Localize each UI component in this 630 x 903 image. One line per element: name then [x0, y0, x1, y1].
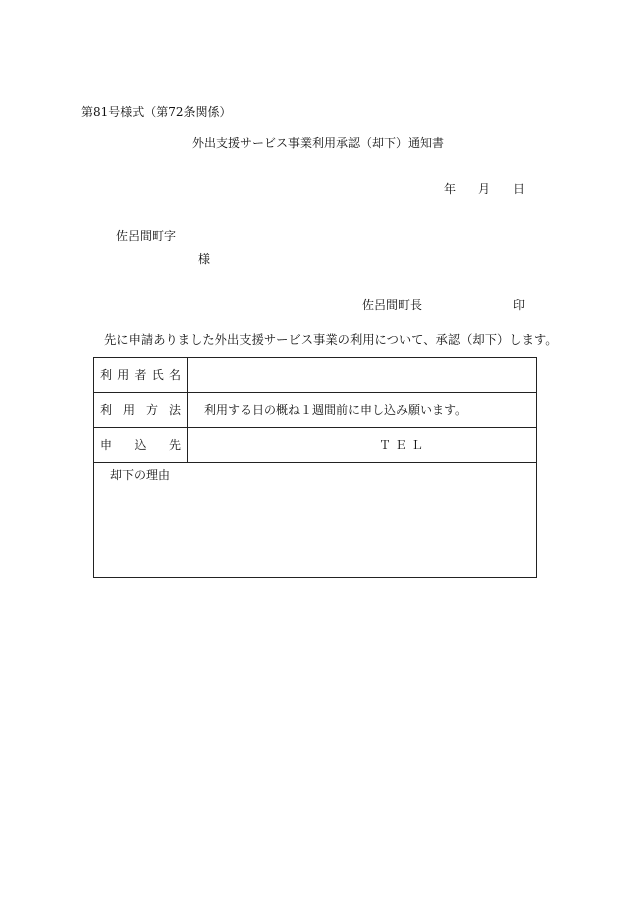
addressee: 佐呂間町字 [116, 229, 177, 243]
tel-label: ＴＥＬ [379, 438, 428, 452]
form-number: 第81号様式（第72条関係） [81, 105, 232, 119]
honorific: 様 [198, 252, 211, 266]
row-divider [94, 427, 536, 428]
body-text: 先に申請ありました外出支援サービス事業の利用について、承認（却下）します。 [104, 333, 558, 347]
usage-method-label: 利 用 方 法 [100, 403, 181, 417]
column-divider [187, 358, 188, 462]
date-day-label: 日 [513, 182, 526, 196]
issuer: 佐呂間町長 [362, 298, 423, 312]
user-name-label: 利 用 者 氏 名 [100, 368, 181, 382]
seal-mark: 印 [513, 298, 526, 312]
row-divider [94, 392, 536, 393]
rejection-reason-label: 却下の理由 [110, 468, 171, 482]
row-divider [94, 462, 536, 463]
apply-to-label: 申 込 先 [100, 438, 181, 452]
date-year-label: 年 [444, 182, 457, 196]
usage-method-value: 利用する日の概ね１週間前に申し込み願います。 [204, 403, 468, 417]
date-month-label: 月 [478, 182, 491, 196]
document-title: 外出支援サービス事業利用承認（却下）通知書 [192, 136, 445, 150]
application-table [93, 357, 537, 578]
